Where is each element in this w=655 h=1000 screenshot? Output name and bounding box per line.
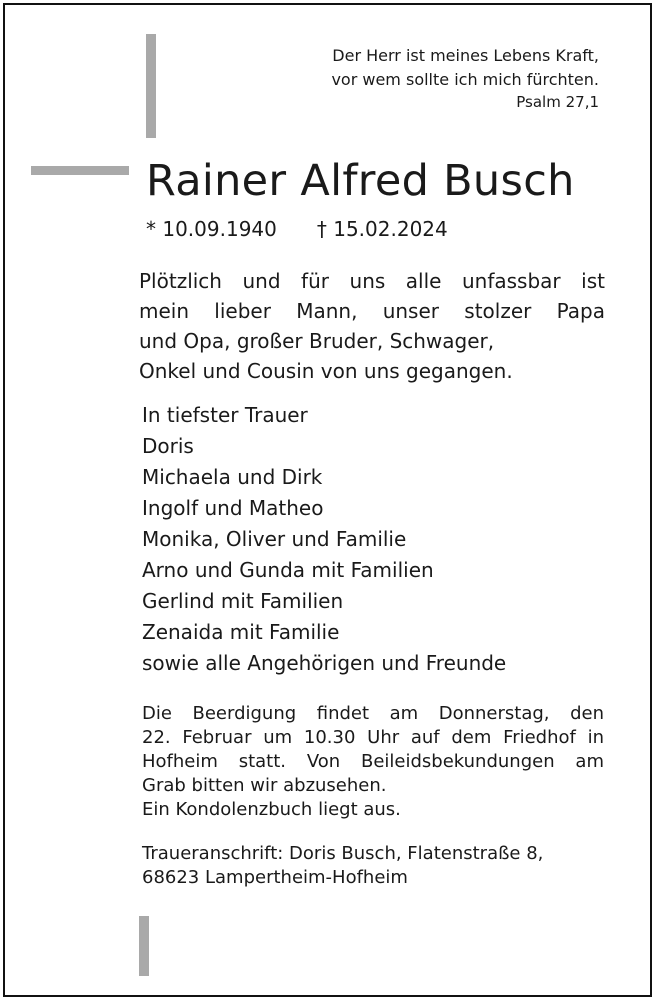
- mourner-line: Gerlind mit Familien: [142, 589, 344, 613]
- funeral-line: Hofheim statt. Von Beileidsbekundungen am: [142, 751, 604, 772]
- intro-line: Onkel und Cousin von uns gegangen.: [139, 359, 513, 383]
- address-line: Traueranschrift: Doris Busch, Flatenstraße 8,: [142, 843, 544, 864]
- psalm-quote: [331, 44, 599, 112]
- mourner-line: Zenaida mit Familie: [142, 620, 340, 644]
- mourning-address: [142, 842, 543, 890]
- mourner-line: In tiefster Trauer: [142, 403, 308, 427]
- mourner-line: Arno und Gunda mit Familien: [142, 558, 434, 582]
- deceased-name: Rainer Alfred Busch: [146, 156, 575, 206]
- funeral-line: Grab bitten wir abzusehen.: [142, 775, 387, 796]
- funeral-line: Ein Kondolenzbuch liegt aus.: [142, 799, 401, 820]
- intro-line: mein lieber Mann, unser stolzer Papa: [139, 299, 605, 323]
- address-line: 68623 Lampertheim-Hofheim: [142, 867, 408, 888]
- intro-line: Plötzlich und für uns alle unfassbar ist: [139, 269, 605, 293]
- psalm-reference: Psalm 27,1: [516, 93, 599, 111]
- psalm-line: Der Herr ist meines Lebens Kraft,: [332, 46, 599, 65]
- mourners-list: [142, 400, 506, 679]
- mourner-line: Ingolf und Matheo: [142, 496, 324, 520]
- life-dates: [146, 215, 448, 243]
- funeral-line: Die Beerdigung findet am Donnerstag, den: [142, 703, 604, 724]
- psalm-line: vor wem sollte ich mich fürchten.: [331, 70, 599, 89]
- cross-vertical-top: [146, 34, 156, 138]
- intro-text: [139, 266, 605, 386]
- funeral-line: 22. Februar um 10.30 Uhr auf dem Friedhof in: [142, 727, 604, 748]
- mourner-line: Michaela und Dirk: [142, 465, 323, 489]
- intro-line: und Opa, großer Bruder, Schwager,: [139, 329, 495, 353]
- birth-date: * 10.09.1940: [146, 217, 277, 241]
- cross-horizontal-bar: [31, 166, 129, 175]
- cross-vertical-bottom: [139, 916, 149, 976]
- funeral-info: [142, 702, 604, 822]
- death-date: † 15.02.2024: [316, 217, 448, 241]
- mourner-line: Doris: [142, 434, 194, 458]
- mourner-line: sowie alle Angehörigen und Freunde: [142, 651, 507, 675]
- mourner-line: Monika, Oliver und Familie: [142, 527, 407, 551]
